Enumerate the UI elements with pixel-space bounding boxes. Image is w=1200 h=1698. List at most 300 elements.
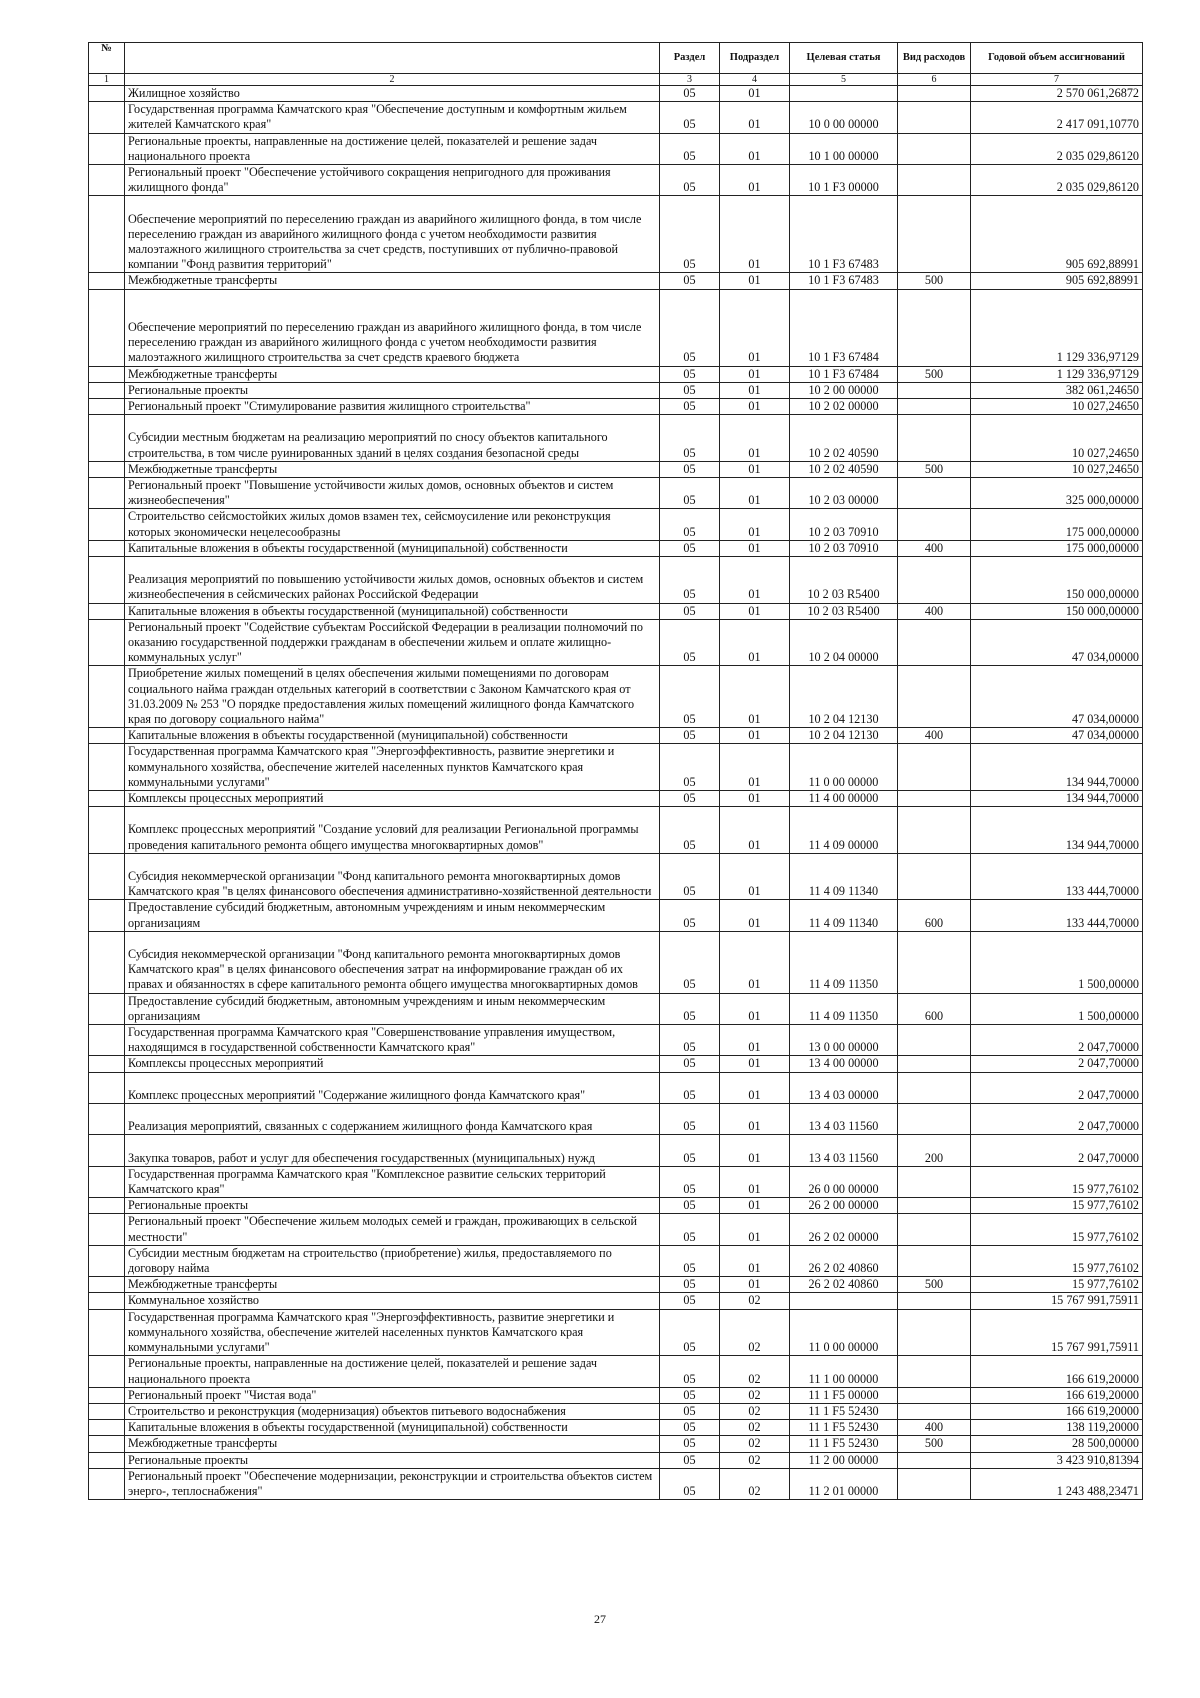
row-number-cell <box>89 1356 125 1387</box>
row-amount-cell: 175 000,00000 <box>971 540 1143 556</box>
row-section-cell: 05 <box>660 744 720 791</box>
row-amount-cell: 166 619,20000 <box>971 1356 1143 1387</box>
row-subsection-cell: 01 <box>720 1056 790 1072</box>
column-number: 7 <box>971 74 1143 86</box>
row-name-cell: Предоставление субсидий бюджетным, автономным учреждениям и иным некоммерческим организациям <box>125 900 660 931</box>
row-expense-type-cell <box>898 1309 971 1356</box>
table-row <box>89 1468 1143 1499</box>
row-expense-type-cell <box>898 1166 971 1197</box>
row-subsection-cell: 01 <box>720 133 790 164</box>
row-number-cell <box>89 165 125 196</box>
row-name-cell: Региональный проект "Стимулирование развития жилищного строительства" <box>125 399 660 415</box>
row-name-cell: Субсидии местным бюджетам на реализацию мероприятий по сносу объектов капитального строительства, в том числе руинированных зданий в целях создания безопасной среды <box>125 415 660 462</box>
row-section-cell: 05 <box>660 165 720 196</box>
row-name-cell: Комплексы процессных мероприятий <box>125 1056 660 1072</box>
row-subsection-cell: 01 <box>720 1072 790 1103</box>
row-name-cell: Региональный проект "Обеспечение устойчивого сокращения непригодного для проживания жилищного фонда" <box>125 165 660 196</box>
table-row <box>89 133 1143 164</box>
row-amount-cell: 325 000,00000 <box>971 478 1143 509</box>
row-number-cell <box>89 807 125 854</box>
row-number-cell <box>89 1436 125 1452</box>
row-section-cell: 05 <box>660 1403 720 1419</box>
row-amount-cell: 134 944,70000 <box>971 791 1143 807</box>
row-number-cell <box>89 478 125 509</box>
row-section-cell: 05 <box>660 1025 720 1056</box>
table-row <box>89 461 1143 477</box>
row-expense-type-cell: 600 <box>898 900 971 931</box>
header-section: Раздел <box>660 43 720 74</box>
row-amount-cell: 150 000,00000 <box>971 557 1143 604</box>
row-number-cell <box>89 619 125 666</box>
row-amount-cell: 10 027,24650 <box>971 399 1143 415</box>
row-target-article-cell <box>790 86 898 102</box>
row-section-cell: 05 <box>660 133 720 164</box>
row-section-cell: 05 <box>660 1245 720 1276</box>
row-name-cell: Государственная программа Камчатского края "Обеспечение доступным и комфортным жильем жителей Камчатского края" <box>125 102 660 133</box>
row-number-cell <box>89 1104 125 1135</box>
header-expense-type: Вид расходов <box>898 43 971 74</box>
row-expense-type-cell <box>898 807 971 854</box>
row-amount-cell: 382 061,24650 <box>971 382 1143 398</box>
row-name-cell: Региональные проекты <box>125 382 660 398</box>
row-target-article-cell: 10 2 00 00000 <box>790 382 898 398</box>
row-amount-cell: 15 977,76102 <box>971 1214 1143 1245</box>
row-number-cell <box>89 744 125 791</box>
row-target-article-cell: 13 4 03 11560 <box>790 1135 898 1166</box>
row-expense-type-cell: 200 <box>898 1135 971 1166</box>
row-subsection-cell: 02 <box>720 1436 790 1452</box>
row-subsection-cell: 01 <box>720 603 790 619</box>
row-subsection-cell: 01 <box>720 478 790 509</box>
row-expense-type-cell <box>898 1403 971 1419</box>
row-name-cell: Государственная программа Камчатского края "Совершенствование управления имуществом, находящимся в государственной собственности Камчатского края" <box>125 1025 660 1056</box>
row-number-cell <box>89 415 125 462</box>
table-row <box>89 1387 1143 1403</box>
column-number: 4 <box>720 74 790 86</box>
row-target-article-cell: 11 2 00 00000 <box>790 1452 898 1468</box>
row-number-cell <box>89 931 125 993</box>
row-amount-cell: 10 027,24650 <box>971 461 1143 477</box>
row-section-cell: 05 <box>660 728 720 744</box>
row-number-cell <box>89 102 125 133</box>
row-expense-type-cell <box>898 289 971 366</box>
row-target-article-cell: 11 2 01 00000 <box>790 1468 898 1499</box>
row-amount-cell: 2 047,70000 <box>971 1135 1143 1166</box>
table-row <box>89 289 1143 366</box>
row-target-article-cell: 11 4 09 11340 <box>790 853 898 900</box>
row-expense-type-cell <box>898 557 971 604</box>
row-subsection-cell: 01 <box>720 399 790 415</box>
row-target-article-cell: 10 2 02 40590 <box>790 415 898 462</box>
table-row <box>89 1025 1143 1056</box>
row-subsection-cell: 01 <box>720 273 790 289</box>
row-subsection-cell: 02 <box>720 1468 790 1499</box>
row-section-cell: 05 <box>660 273 720 289</box>
row-name-cell: Субсидии местным бюджетам на строительство (приобретение) жилья, предоставляемого по договору найма <box>125 1245 660 1276</box>
row-name-cell: Комплексы процессных мероприятий <box>125 791 660 807</box>
row-subsection-cell: 01 <box>720 1025 790 1056</box>
row-target-article-cell: 10 1 F3 67483 <box>790 196 898 273</box>
row-expense-type-cell: 500 <box>898 1277 971 1293</box>
row-section-cell: 05 <box>660 509 720 540</box>
row-name-cell: Капитальные вложения в объекты государственной (муниципальной) собственности <box>125 603 660 619</box>
row-expense-type-cell <box>898 102 971 133</box>
row-amount-cell: 133 444,70000 <box>971 853 1143 900</box>
row-expense-type-cell: 500 <box>898 461 971 477</box>
row-name-cell: Региональные проекты, направленные на достижение целей, показателей и решение задач национального проекта <box>125 133 660 164</box>
row-section-cell: 05 <box>660 791 720 807</box>
table-header-row <box>89 43 1143 74</box>
row-number-cell <box>89 1309 125 1356</box>
budget-document <box>88 42 1142 1500</box>
row-section-cell: 05 <box>660 289 720 366</box>
row-subsection-cell: 01 <box>720 1245 790 1276</box>
row-number-cell <box>89 1072 125 1103</box>
row-target-article-cell: 11 1 F5 00000 <box>790 1387 898 1403</box>
row-number-cell <box>89 557 125 604</box>
row-target-article-cell: 10 2 02 00000 <box>790 399 898 415</box>
row-number-cell <box>89 399 125 415</box>
header-number: № <box>89 43 125 74</box>
row-section-cell: 05 <box>660 415 720 462</box>
row-expense-type-cell <box>898 382 971 398</box>
row-section-cell: 05 <box>660 993 720 1024</box>
row-number-cell <box>89 1025 125 1056</box>
row-number-cell <box>89 1056 125 1072</box>
row-name-cell: Комплекс процессных мероприятий "Создание условий для реализации Региональной программы проведения капитального ремонта общего имущества многоквартирных домов" <box>125 807 660 854</box>
row-amount-cell: 15 977,76102 <box>971 1245 1143 1276</box>
row-amount-cell: 15 767 991,75911 <box>971 1309 1143 1356</box>
row-section-cell: 05 <box>660 478 720 509</box>
row-expense-type-cell <box>898 415 971 462</box>
row-target-article-cell: 11 0 00 00000 <box>790 1309 898 1356</box>
row-section-cell: 05 <box>660 1436 720 1452</box>
table-body <box>89 86 1143 1500</box>
row-name-cell: Субсидия некоммерческой организации "Фонд капитального ремонта многоквартирных домов Камчатского края "в целях финансового обеспечения административно-хозяйственной деятельности <box>125 853 660 900</box>
row-target-article-cell: 10 2 04 12130 <box>790 666 898 728</box>
row-expense-type-cell <box>898 196 971 273</box>
row-section-cell: 05 <box>660 366 720 382</box>
row-target-article-cell: 10 1 F3 00000 <box>790 165 898 196</box>
row-number-cell <box>89 133 125 164</box>
row-name-cell: Комплекс процессных мероприятий "Содержание жилищного фонда Камчатского края" <box>125 1072 660 1103</box>
row-expense-type-cell <box>898 744 971 791</box>
table-row <box>89 619 1143 666</box>
row-subsection-cell: 01 <box>720 196 790 273</box>
row-number-cell <box>89 1277 125 1293</box>
row-name-cell: Государственная программа Камчатского края "Энергоэффективность, развитие энергетики и коммунального хозяйства, обеспечение жителей населенных пунктов Камчатского края коммунальными услугами" <box>125 1309 660 1356</box>
table-row <box>89 791 1143 807</box>
row-section-cell: 05 <box>660 1277 720 1293</box>
row-name-cell: Обеспечение мероприятий по переселению граждан из аварийного жилищного фонда, в том числе переселению граждан из аварийного жилищного фонда с учетом необходимости развития малоэтажного жилищного строительства за счет средств краевого бюджета <box>125 289 660 366</box>
row-number-cell <box>89 196 125 273</box>
row-subsection-cell: 01 <box>720 1104 790 1135</box>
row-section-cell: 05 <box>660 619 720 666</box>
row-subsection-cell: 01 <box>720 1277 790 1293</box>
row-number-cell <box>89 1245 125 1276</box>
row-expense-type-cell <box>898 1356 971 1387</box>
row-target-article-cell: 11 4 09 00000 <box>790 807 898 854</box>
row-target-article-cell: 10 2 03 R5400 <box>790 557 898 604</box>
row-number-cell <box>89 1452 125 1468</box>
table-row <box>89 993 1143 1024</box>
row-section-cell: 05 <box>660 102 720 133</box>
row-name-cell: Строительство сейсмостойких жилых домов взамен тех, сейсмоусиление или реконструкция которых экономически нецелесообразны <box>125 509 660 540</box>
row-target-article-cell: 10 2 03 00000 <box>790 478 898 509</box>
row-target-article-cell: 10 2 04 00000 <box>790 619 898 666</box>
row-subsection-cell: 01 <box>720 993 790 1024</box>
row-subsection-cell: 01 <box>720 1135 790 1166</box>
row-expense-type-cell <box>898 399 971 415</box>
row-expense-type-cell: 400 <box>898 540 971 556</box>
row-subsection-cell: 01 <box>720 744 790 791</box>
row-name-cell: Региональный проект "Обеспечение модернизации, реконструкции и строительства объектов систем энерго-, теплоснабжения" <box>125 1468 660 1499</box>
row-subsection-cell: 01 <box>720 1214 790 1245</box>
row-section-cell: 05 <box>660 86 720 102</box>
row-expense-type-cell <box>898 165 971 196</box>
row-subsection-cell: 01 <box>720 619 790 666</box>
table-row <box>89 900 1143 931</box>
row-amount-cell: 2 035 029,86120 <box>971 133 1143 164</box>
row-name-cell: Межбюджетные трансферты <box>125 1436 660 1452</box>
row-target-article-cell: 11 4 09 11350 <box>790 931 898 993</box>
row-expense-type-cell <box>898 1293 971 1309</box>
table-row <box>89 1277 1143 1293</box>
row-subsection-cell: 01 <box>720 1198 790 1214</box>
table-row <box>89 509 1143 540</box>
row-section-cell: 05 <box>660 1072 720 1103</box>
row-number-cell <box>89 289 125 366</box>
row-target-article-cell: 10 2 03 R5400 <box>790 603 898 619</box>
row-target-article-cell: 10 1 F3 67483 <box>790 273 898 289</box>
row-target-article-cell: 10 0 00 00000 <box>790 102 898 133</box>
row-target-article-cell: 26 2 02 00000 <box>790 1214 898 1245</box>
row-amount-cell: 47 034,00000 <box>971 728 1143 744</box>
row-subsection-cell: 01 <box>720 900 790 931</box>
row-subsection-cell: 01 <box>720 1166 790 1197</box>
column-number: 3 <box>660 74 720 86</box>
row-target-article-cell: 26 2 00 00000 <box>790 1198 898 1214</box>
table-row <box>89 415 1143 462</box>
row-expense-type-cell <box>898 666 971 728</box>
row-expense-type-cell: 500 <box>898 366 971 382</box>
row-name-cell: Региональный проект "Обеспечение жильем молодых семей и граждан, проживающих в сельской местности" <box>125 1214 660 1245</box>
row-section-cell: 05 <box>660 557 720 604</box>
row-subsection-cell: 01 <box>720 366 790 382</box>
row-section-cell: 05 <box>660 540 720 556</box>
table-row <box>89 1214 1143 1245</box>
row-number-cell <box>89 1403 125 1419</box>
row-name-cell: Межбюджетные трансферты <box>125 273 660 289</box>
row-target-article-cell: 11 4 00 00000 <box>790 791 898 807</box>
row-name-cell: Региональные проекты, направленные на достижение целей, показателей и решение задач национального проекта <box>125 1356 660 1387</box>
row-amount-cell: 15 977,76102 <box>971 1277 1143 1293</box>
row-section-cell: 05 <box>660 1387 720 1403</box>
row-amount-cell: 905 692,88991 <box>971 273 1143 289</box>
row-name-cell: Региональный проект "Содействие субъектам Российской Федерации в реализации полномочий по оказанию государственной поддержки гражданам в обеспечении жильем и оплате жилищно-коммунальных услуг" <box>125 619 660 666</box>
row-name-cell: Закупка товаров, работ и услуг для обеспечения государственных (муниципальных) нужд <box>125 1135 660 1166</box>
row-target-article-cell: 13 4 03 11560 <box>790 1104 898 1135</box>
row-number-cell <box>89 366 125 382</box>
row-subsection-cell: 01 <box>720 86 790 102</box>
row-name-cell: Межбюджетные трансферты <box>125 461 660 477</box>
row-subsection-cell: 01 <box>720 853 790 900</box>
table-row <box>89 273 1143 289</box>
row-target-article-cell: 13 4 00 00000 <box>790 1056 898 1072</box>
row-name-cell: Региональные проекты <box>125 1198 660 1214</box>
row-section-cell: 05 <box>660 666 720 728</box>
row-amount-cell: 2 047,70000 <box>971 1104 1143 1135</box>
row-section-cell: 05 <box>660 1293 720 1309</box>
row-target-article-cell: 10 2 02 40590 <box>790 461 898 477</box>
table-row <box>89 1436 1143 1452</box>
row-amount-cell: 47 034,00000 <box>971 666 1143 728</box>
row-subsection-cell: 02 <box>720 1387 790 1403</box>
row-section-cell: 05 <box>660 1104 720 1135</box>
table-row <box>89 382 1143 398</box>
row-expense-type-cell <box>898 1452 971 1468</box>
row-amount-cell: 1 500,00000 <box>971 993 1143 1024</box>
row-expense-type-cell <box>898 619 971 666</box>
table-row <box>89 557 1143 604</box>
row-expense-type-cell <box>898 1104 971 1135</box>
row-subsection-cell: 02 <box>720 1452 790 1468</box>
table-row <box>89 931 1143 993</box>
row-amount-cell: 15 767 991,75911 <box>971 1293 1143 1309</box>
row-section-cell: 05 <box>660 1356 720 1387</box>
table-row <box>89 1452 1143 1468</box>
row-section-cell: 05 <box>660 900 720 931</box>
row-amount-cell: 133 444,70000 <box>971 900 1143 931</box>
row-expense-type-cell <box>898 1214 971 1245</box>
table-row <box>89 1420 1143 1436</box>
row-target-article-cell: 10 2 03 70910 <box>790 509 898 540</box>
row-amount-cell: 15 977,76102 <box>971 1166 1143 1197</box>
row-subsection-cell: 02 <box>720 1309 790 1356</box>
row-number-cell <box>89 1387 125 1403</box>
header-target-article: Целевая статья <box>790 43 898 74</box>
row-number-cell <box>89 273 125 289</box>
row-subsection-cell: 01 <box>720 666 790 728</box>
row-expense-type-cell: 500 <box>898 1436 971 1452</box>
column-number-row <box>89 74 1143 86</box>
row-amount-cell: 2 047,70000 <box>971 1025 1143 1056</box>
row-amount-cell: 1 243 488,23471 <box>971 1468 1143 1499</box>
row-name-cell: Реализация мероприятий, связанных с содержанием жилищного фонда Камчатского края <box>125 1104 660 1135</box>
row-subsection-cell: 01 <box>720 165 790 196</box>
table-row <box>89 1166 1143 1197</box>
budget-table <box>88 42 1143 1500</box>
row-target-article-cell: 11 1 00 00000 <box>790 1356 898 1387</box>
row-target-article-cell: 11 4 09 11350 <box>790 993 898 1024</box>
row-target-article-cell: 11 0 00 00000 <box>790 744 898 791</box>
row-section-cell: 05 <box>660 1056 720 1072</box>
row-name-cell: Субсидия некоммерческой организации "Фонд капитального ремонта многоквартирных домов Камчатского края" в целях финансового обеспечения затрат на информирование граждан об их правах и обязанностях в сфере капитального ремонта общего имущества многоквартирных домов <box>125 931 660 993</box>
row-target-article-cell: 11 1 F5 52430 <box>790 1436 898 1452</box>
table-row <box>89 1056 1143 1072</box>
row-number-cell <box>89 791 125 807</box>
row-name-cell: Межбюджетные трансферты <box>125 1277 660 1293</box>
row-expense-type-cell <box>898 1245 971 1276</box>
table-row <box>89 540 1143 556</box>
row-amount-cell: 2 570 061,26872 <box>971 86 1143 102</box>
table-row <box>89 603 1143 619</box>
row-section-cell: 05 <box>660 1452 720 1468</box>
header-annual-amount: Годовой объем ассигнований <box>971 43 1143 74</box>
row-expense-type-cell: 500 <box>898 273 971 289</box>
row-target-article-cell <box>790 1293 898 1309</box>
row-subsection-cell: 01 <box>720 540 790 556</box>
row-amount-cell: 10 027,24650 <box>971 415 1143 462</box>
table-row <box>89 1135 1143 1166</box>
row-subsection-cell: 01 <box>720 382 790 398</box>
row-target-article-cell: 10 2 04 12130 <box>790 728 898 744</box>
row-number-cell <box>89 461 125 477</box>
row-expense-type-cell: 400 <box>898 603 971 619</box>
row-amount-cell: 1 500,00000 <box>971 931 1143 993</box>
row-section-cell: 05 <box>660 603 720 619</box>
table-row <box>89 1245 1143 1276</box>
header-name <box>125 43 660 74</box>
row-section-cell: 05 <box>660 1198 720 1214</box>
column-number: 6 <box>898 74 971 86</box>
row-target-article-cell: 26 2 02 40860 <box>790 1277 898 1293</box>
row-amount-cell: 3 423 910,81394 <box>971 1452 1143 1468</box>
row-subsection-cell: 01 <box>720 461 790 477</box>
row-name-cell: Обеспечение мероприятий по переселению граждан из аварийного жилищного фонда, в том числе переселению граждан из аварийного жилищного фонда с учетом необходимости развития малоэтажного жилищного строительства за счет средств, поступивших от публично-правовой компании "Фонд развития территорий" <box>125 196 660 273</box>
row-name-cell: Капитальные вложения в объекты государственной (муниципальной) собственности <box>125 540 660 556</box>
row-expense-type-cell <box>898 1198 971 1214</box>
row-name-cell: Капитальные вложения в объекты государственной (муниципальной) собственности <box>125 1420 660 1436</box>
row-subsection-cell: 01 <box>720 289 790 366</box>
row-expense-type-cell <box>898 478 971 509</box>
row-amount-cell: 134 944,70000 <box>971 807 1143 854</box>
row-amount-cell: 138 119,20000 <box>971 1420 1143 1436</box>
row-number-cell <box>89 540 125 556</box>
row-number-cell <box>89 666 125 728</box>
row-target-article-cell: 10 2 03 70910 <box>790 540 898 556</box>
row-section-cell: 05 <box>660 853 720 900</box>
table-row <box>89 1072 1143 1103</box>
row-amount-cell: 2 035 029,86120 <box>971 165 1143 196</box>
row-expense-type-cell <box>898 133 971 164</box>
row-number-cell <box>89 509 125 540</box>
row-amount-cell: 2 047,70000 <box>971 1072 1143 1103</box>
row-target-article-cell: 10 1 00 00000 <box>790 133 898 164</box>
row-number-cell <box>89 853 125 900</box>
row-number-cell <box>89 1198 125 1214</box>
table-row <box>89 196 1143 273</box>
row-name-cell: Жилищное хозяйство <box>125 86 660 102</box>
row-subsection-cell: 01 <box>720 415 790 462</box>
row-name-cell: Приобретение жилых помещений в целях обеспечения жилыми помещениями по договорам социального найма граждан отдельных категорий в соответствии с Законом Камчатского края от 31.03.2009 № 253 "О порядке предоставления жилых помещений жилищного фонда Камчатского края по договору социального найма" <box>125 666 660 728</box>
row-expense-type-cell <box>898 1072 971 1103</box>
row-number-cell <box>89 603 125 619</box>
row-subsection-cell: 01 <box>720 728 790 744</box>
row-target-article-cell: 26 0 00 00000 <box>790 1166 898 1197</box>
table-row <box>89 366 1143 382</box>
table-row <box>89 728 1143 744</box>
row-expense-type-cell: 400 <box>898 728 971 744</box>
row-subsection-cell: 02 <box>720 1356 790 1387</box>
row-name-cell: Межбюджетные трансферты <box>125 366 660 382</box>
row-target-article-cell: 13 0 00 00000 <box>790 1025 898 1056</box>
table-row <box>89 744 1143 791</box>
header-subsection: Подраздел <box>720 43 790 74</box>
table-row <box>89 1104 1143 1135</box>
row-number-cell <box>89 1420 125 1436</box>
table-row <box>89 1198 1143 1214</box>
